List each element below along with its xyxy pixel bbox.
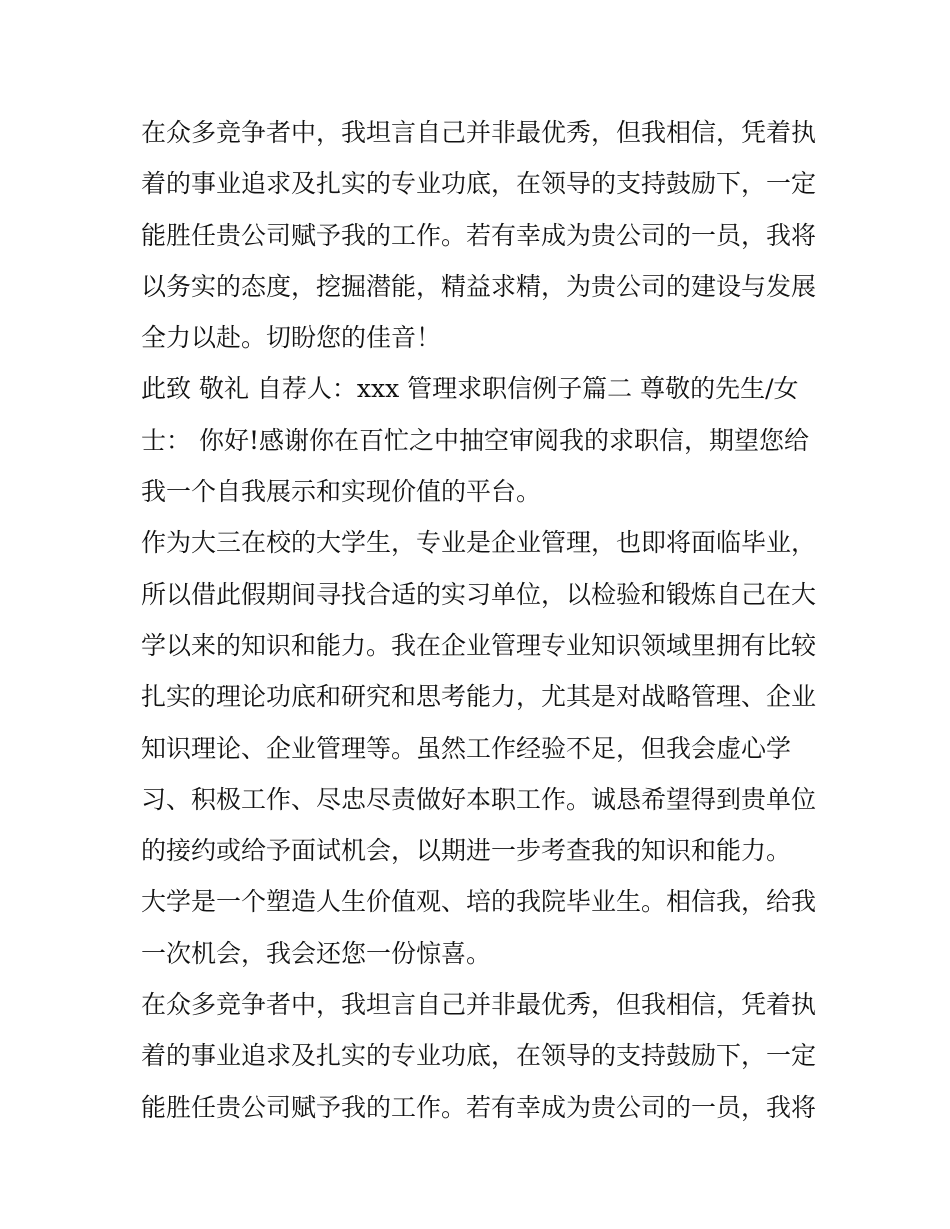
text-line: 在众多竞争者中，我坦言自己并非最优秀，但我相信，凭着执 [141, 990, 817, 1020]
text-line: 一次机会，我会还您一份惊喜。 [141, 938, 492, 968]
text-line: 能胜任贵公司赋予我的工作。若有幸成为贵公司的一员，我将 [141, 220, 817, 250]
text-line: 着的事业追求及扎实的专业功底，在领导的支持鼓励下，一定 [141, 169, 817, 199]
text-line: 作为大三在校的大学生，专业是企业管理，也即将面临毕业， [141, 528, 817, 558]
text-line: 士： 你好!感谢你在百忙之中抽空审阅我的求职信，期望您给 [141, 425, 809, 455]
text-line: 着的事业追求及扎实的专业功底，在领导的支持鼓励下，一定 [141, 1041, 817, 1071]
text-line: 习、积极工作、尽忠尽责做好本职工作。诚恳希望得到贵单位 [141, 784, 817, 814]
text-line: 大学是一个塑造人生价值观、培的我院毕业生。相信我，给我 [141, 887, 817, 917]
text-line: 我一个自我展示和实现价值的平台。 [141, 477, 542, 507]
text-line: 此致 敬礼 自荐人：xxx 管理求职信例子篇二 尊敬的先生/女 [141, 374, 799, 404]
text-line: 所以借此假期间寻找合适的实习单位，以检验和锻炼自己在大 [141, 579, 817, 609]
text-line: 的接约或给予面试机会，以期进一步考查我的知识和能力。 [141, 836, 792, 866]
text-line: 在众多竞争者中，我坦言自己并非最优秀，但我相信，凭着执 [141, 118, 817, 147]
text-line: 全力以赴。切盼您的佳音！ [141, 323, 442, 353]
text-line: 知识理论、企业管理等。虽然工作经验不足，但我会虚心学 [141, 733, 792, 763]
document-body [141, 107, 821, 1133]
text-line: 能胜任贵公司赋予我的工作。若有幸成为贵公司的一员，我将 [141, 1092, 817, 1122]
text-line: 以务实的态度，挖掘潜能，精益求精，为贵公司的建设与发展 [141, 271, 817, 301]
text-line: 扎实的理论功底和研究和思考能力，尤其是对战略管理、企业 [141, 682, 817, 712]
text-line: 学以来的知识和能力。我在企业管理专业知识领域里拥有比较 [141, 630, 817, 660]
